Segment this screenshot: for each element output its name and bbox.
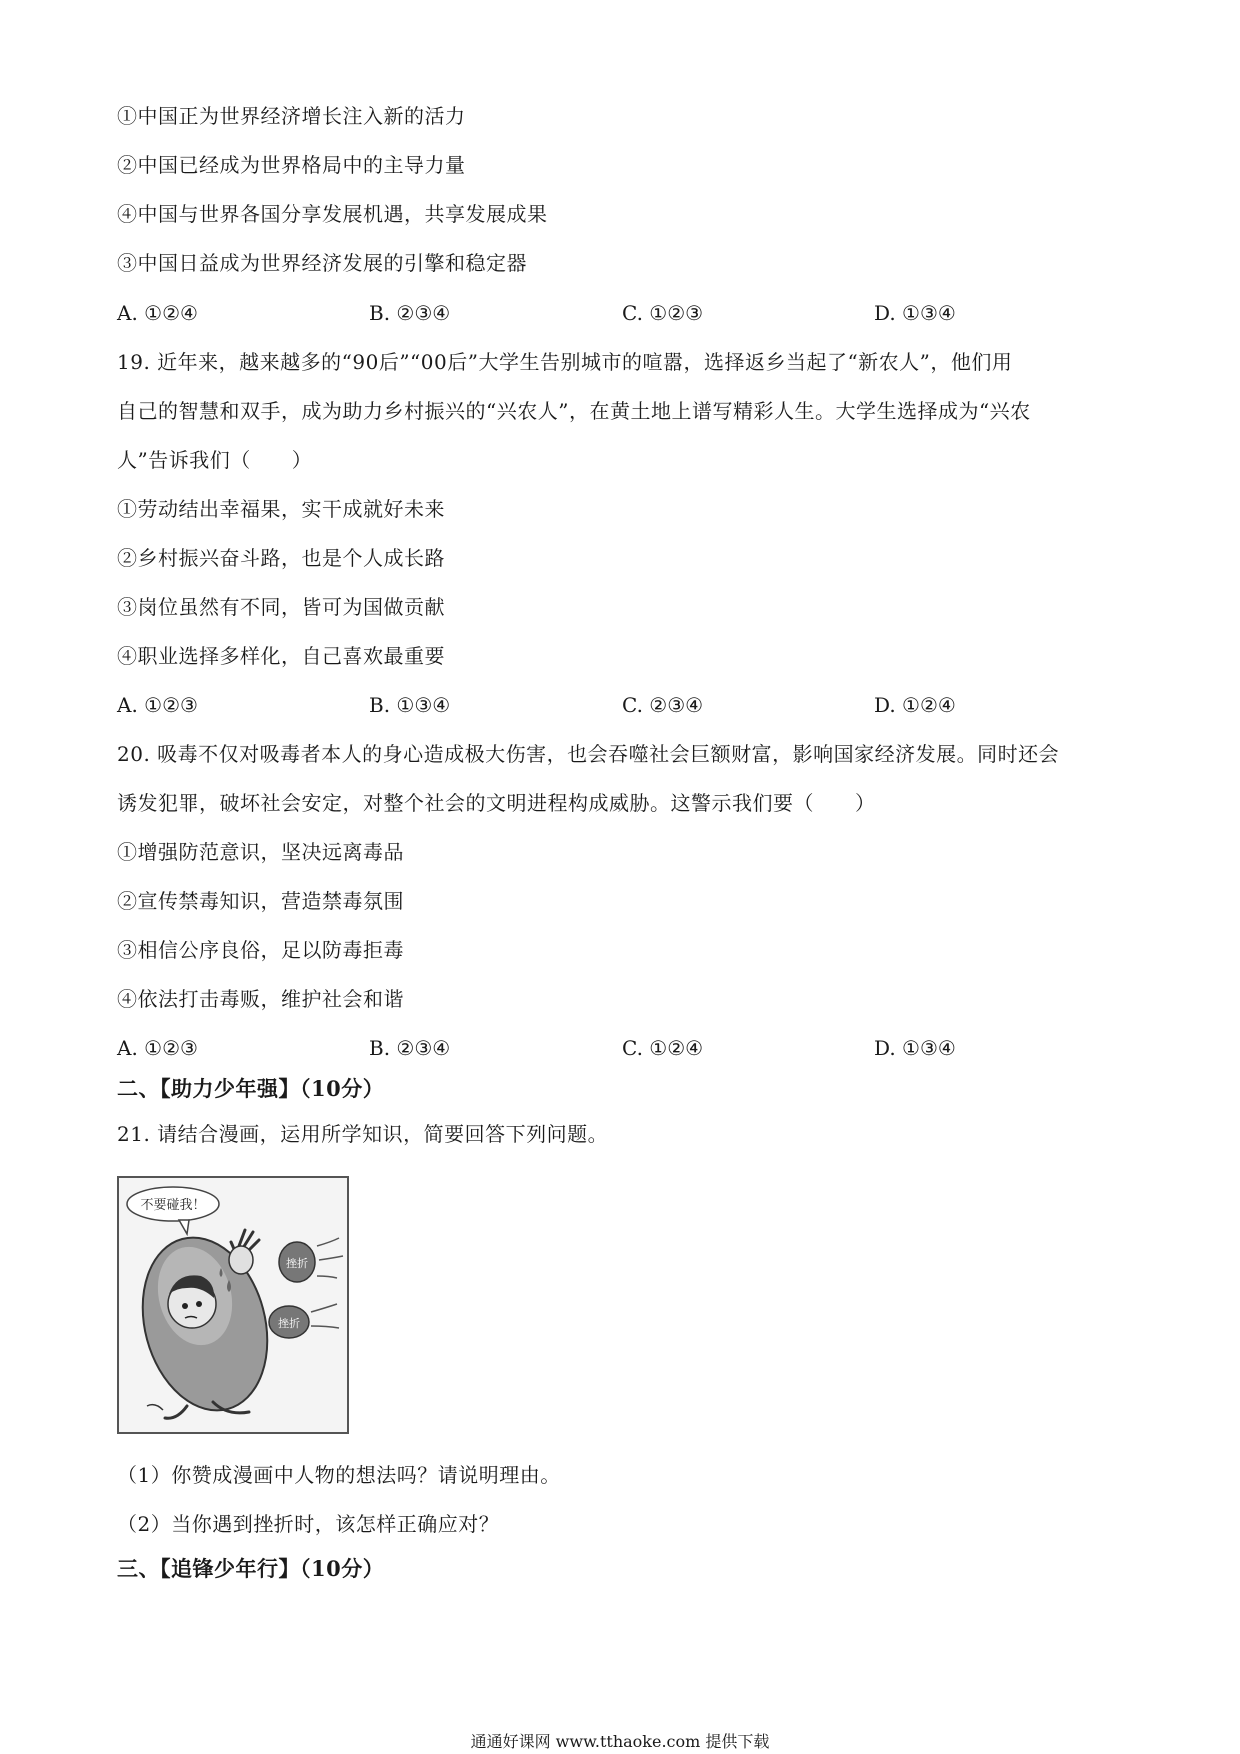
q20-stem-line-2: 诱发犯罪，破坏社会安定，对整个社会的文明进程构成威胁。这警示我们要（ ） <box>117 791 876 815</box>
q20-choice-c[interactable]: C. ①②④ <box>622 1036 704 1060</box>
q20-option-1: ①增强防范意识，坚决远离毒品 <box>117 840 404 864</box>
q19-option-4: ④职业选择多样化，自己喜欢最重要 <box>117 644 445 668</box>
q19-stem-line-1: 19. 近年来，越来越多的“90后”“00后”大学生告别城市的喧嚣，选择返乡当起了“新农人”，他们用 <box>117 350 1013 374</box>
q19-stem-line-3: 人”告诉我们（ ） <box>117 448 313 472</box>
q18-choice-a[interactable]: A. ①②④ <box>117 301 198 325</box>
q19-stem-line-2: 自己的智慧和双手，成为助力乡村振兴的“兴农人”，在黄土地上谱写精彩人生。大学生选择成为“兴农 <box>117 399 1031 423</box>
q19-option-1: ①劳动结出幸福果，实干成就好未来 <box>117 497 445 521</box>
section-3-heading: 三、【追锋少年行】（10分） <box>117 1556 385 1581</box>
q19-option-3: ③岗位虽然有不同，皆可为国做贡献 <box>117 595 445 619</box>
q19-choice-b[interactable]: B. ①③④ <box>369 693 451 717</box>
q20-stem-line-1: 20. 吸毒不仅对吸毒者本人的身心造成极大伤害，也会吞噬社会巨额财富，影响国家经济发展。同时还会 <box>117 742 1060 766</box>
speech-bubble-text: 不要碰我！ <box>140 1198 206 1213</box>
q18-option-2: ②中国已经成为世界格局中的主导力量 <box>117 153 466 177</box>
q18-choice-c[interactable]: C. ①②③ <box>622 301 704 325</box>
q20-option-4: ④依法打击毒贩，维护社会和谐 <box>117 987 404 1011</box>
q20-choice-d[interactable]: D. ①③④ <box>874 1036 956 1060</box>
q21-sub-question-1: （1）你赞成漫画中人物的想法吗？请说明理由。 <box>117 1463 561 1487</box>
q18-choice-d[interactable]: D. ①③④ <box>874 301 956 325</box>
rock-1-label: 挫折 <box>286 1257 308 1270</box>
q20-choice-b[interactable]: B. ②③④ <box>369 1036 451 1060</box>
page-footer: 通通好课网 www.tthaoke.com 提供下载 <box>470 1732 770 1751</box>
q19-choice-a[interactable]: A. ①②③ <box>117 693 198 717</box>
q19-option-2: ②乡村振兴奋斗路，也是个人成长路 <box>117 546 445 570</box>
q18-choice-b[interactable]: B. ②③④ <box>369 301 451 325</box>
q18-option-1: ①中国正为世界经济增长注入新的活力 <box>117 104 466 128</box>
q20-option-3: ③相信公序良俗，足以防毒拒毒 <box>117 938 404 962</box>
q20-choice-a[interactable]: A. ①②③ <box>117 1036 198 1060</box>
cartoon-illustration <box>117 1176 349 1434</box>
q20-option-2: ②宣传禁毒知识，营造禁毒氛围 <box>117 889 404 913</box>
q18-option-4: ④中国与世界各国分享发展机遇，共享发展成果 <box>117 202 548 226</box>
q19-choice-c[interactable]: C. ②③④ <box>622 693 704 717</box>
q21-stem: 21. 请结合漫画，运用所学知识，简要回答下列问题。 <box>117 1122 609 1146</box>
rock-2-label: 挫折 <box>278 1317 300 1330</box>
q18-option-3: ③中国日益成为世界经济发展的引擎和稳定器 <box>117 251 527 275</box>
section-2-heading: 二、【助力少年强】（10分） <box>117 1076 385 1101</box>
q19-choice-d[interactable]: D. ①②④ <box>874 693 956 717</box>
q21-sub-question-2: （2）当你遇到挫折时，该怎样正确应对？ <box>117 1512 500 1536</box>
